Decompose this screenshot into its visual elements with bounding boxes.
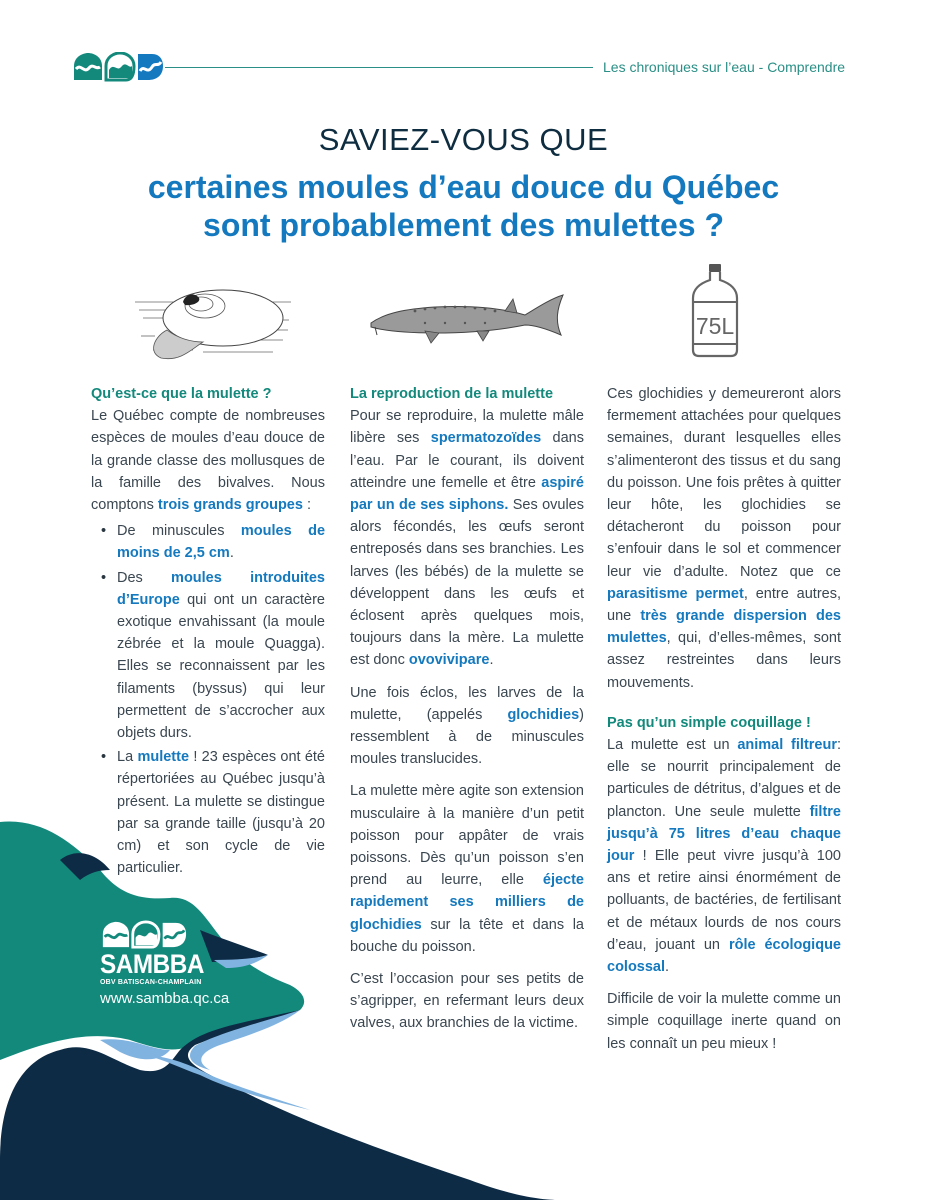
highlight: trois grands groupes	[157, 497, 303, 514]
text: Ses ovules alors fécondés, les œufs seront entreposés dans ses branchies. Les larves (les bébés) de la mulette se développent dans les œufs et éclosent après quelques mois, toujours dans la mère. La mulette est donc	[350, 497, 584, 669]
paragraph	[607, 383, 841, 694]
headline-line-1: certaines moules d’eau douce du Québec	[147, 169, 780, 205]
text: La	[117, 749, 138, 766]
paragraph: C’est l’occasion pour ses petits de s’agripper, en refermant leurs deux valves, aux branchies de la victime.	[350, 971, 584, 1032]
series-label: Les chroniques sur l’eau - Comprendre	[603, 59, 846, 75]
sambba-logo-icon	[72, 52, 164, 82]
text: Ces glochidies y demeureront alors fermement attachées pour quelques semaines, durant lesquelles elles s’alimenteront des tissus et du sang du poisson. Une fois prêtes à quitter leur hôte, les glochidies se détacheront du poisson pour s’enfouir dans le sol et commencer leur vie d’adulte. Notez que ce	[607, 386, 841, 580]
paragraph	[607, 734, 841, 978]
list-item	[117, 567, 325, 745]
text: ! Elle peut vivre jusqu’à 100 ans et retire ainsi énormément de polluants, de bactéries, de fertilisant et de métaux lourds de nos cours d’eau, jouant un	[607, 848, 841, 953]
text: .	[229, 545, 234, 562]
landscape-decoration-icon	[0, 800, 560, 1200]
text: qui ont un caractère exotique envahissant (la moule zébrée et la moule Quagga). Elles se reconnaissent par les filaments (byssus) qui leur permettent de s’accrocher aux objets durs.	[117, 591, 325, 742]
highlight: animal filtreur	[737, 737, 837, 754]
highlight: éjecte rapidement ses milliers de glochidies	[350, 872, 584, 933]
highlight: rôle écologique colossal	[607, 936, 841, 976]
highlight: mulette	[137, 749, 190, 766]
text: .	[489, 652, 494, 669]
text: La mulette mère agite son extension musculaire à la manière d’un petit poisson pour appâter de vrais poissons. Dès qu’un poisson s’en prend au leurre, elle	[350, 783, 584, 889]
sturgeon-illustration-icon	[365, 287, 565, 347]
text: Une fois éclos, les larves de la mulette, (appelés	[350, 684, 584, 723]
headline	[0, 168, 927, 244]
highlight: spermatozoïdes	[430, 430, 542, 447]
text: ) ressemblent à de minuscules moules translucides.	[350, 706, 584, 768]
section-title: Qu’est-ce que la mulette ?	[91, 386, 272, 402]
text: De minuscules	[117, 523, 241, 540]
paragraph	[350, 682, 584, 771]
kicker-title: SAVIEZ-VOUS QUE	[318, 122, 609, 157]
text: ! 23 espèces ont été répertoriées au Québec jusqu’à présent. La mulette se distingue par sa grande taille (jusqu’à 20 cm) et son cycle de vie particulier.	[117, 749, 325, 877]
water-bottle-75l-icon	[690, 262, 740, 358]
highlight: très grande dispersion des mulettes	[607, 608, 841, 647]
highlight: moules de moins de 2,5 cm	[117, 523, 326, 562]
text: :	[302, 497, 311, 514]
text: Le Québec compte de nombreuses espèces de moules d’eau douce de la grande classe des mollusques de la famille des bivalves. Nous comptons	[91, 408, 325, 514]
headline-line-2: sont probablement des mulettes ?	[203, 207, 724, 243]
text: dans l’eau. Par le courant, ils doivent atteindre une femelle et être	[350, 430, 584, 491]
paragraph: Difficile de voir la mulette comme un simple coquillage inerte quand on les connaît un peu mieux !	[607, 991, 841, 1052]
section-title: La reproduction de la mulette	[350, 386, 554, 402]
footer-brand	[100, 920, 260, 1007]
section-title: Pas qu’un simple coquillage !	[607, 714, 811, 731]
highlight: filtre jusqu’à 75 litres d’eau chaque jour	[607, 803, 841, 865]
org-website-link[interactable]: www.sambba.qc.ca	[100, 990, 230, 1007]
text: , qui, d’elles-mêmes, sont assez restreintes dans leurs mouvements.	[607, 630, 841, 691]
text: sur la tête et dans la bouche du poisson.	[350, 916, 584, 955]
mussel-illustration-icon	[133, 280, 293, 362]
sambba-logo-white-icon	[101, 920, 187, 950]
text: La mulette est un	[607, 737, 738, 754]
highlight: ovovivipare	[408, 652, 490, 669]
bottle-label: 75L	[695, 313, 735, 339]
text: , entre autres, une	[607, 585, 841, 625]
text: Des	[117, 569, 172, 586]
org-subtitle: OBV BATISCAN-CHAMPLAIN	[100, 979, 202, 986]
highlight: parasitisme permet	[607, 585, 744, 602]
header-rule	[165, 67, 593, 68]
intro-paragraph	[91, 405, 325, 516]
paragraph	[350, 405, 584, 671]
org-name: SAMBBA	[100, 949, 204, 979]
highlight: aspiré par un de ses siphons.	[350, 474, 584, 514]
list-item	[117, 520, 325, 564]
text: : elle se nourrit principalement de particules de détritus, d’algues et de plancton. Une seule mulette	[607, 737, 842, 820]
highlight: moules introduites d’Europe	[117, 569, 325, 608]
text: .	[665, 959, 670, 976]
highlight: glochidies	[507, 706, 580, 723]
column-glochidies	[607, 383, 841, 1065]
text: Pour se reproduire, la mulette mâle libère ses	[350, 408, 584, 447]
